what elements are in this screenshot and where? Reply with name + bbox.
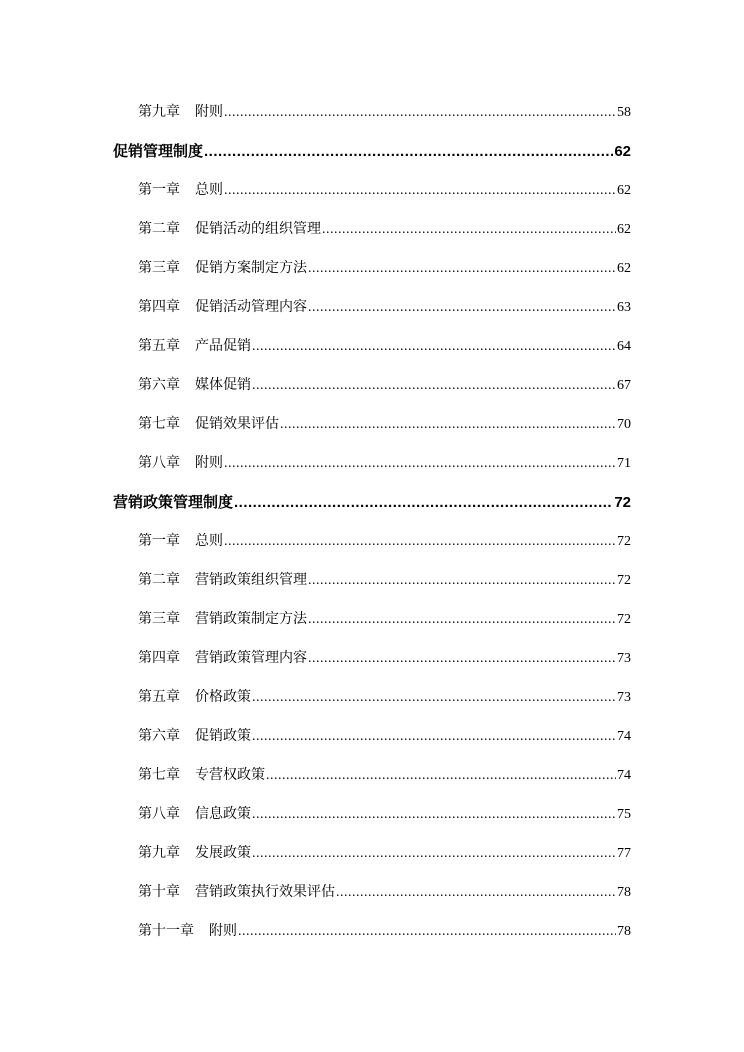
toc-entry-title: 营销政策管理制度 xyxy=(113,493,234,511)
toc-dot-leader xyxy=(238,924,616,940)
toc-chapter-entry[interactable] xyxy=(138,881,631,901)
toc-page-number: 72 xyxy=(617,573,631,588)
toc-chapter-number: 第十章 xyxy=(138,884,180,900)
toc-entry-title: 专营权政策 xyxy=(195,767,265,783)
toc-chapter-number: 第六章 xyxy=(138,377,180,393)
toc-chapter-entry[interactable] xyxy=(138,569,631,589)
toc-page-number: 78 xyxy=(617,924,631,939)
toc-chapter-number: 第四章 xyxy=(138,650,180,666)
toc-page-number: 63 xyxy=(617,300,631,315)
toc-page-number: 62 xyxy=(617,261,631,276)
toc-chapter-number: 第五章 xyxy=(138,338,180,354)
toc-entry-title: 附则 xyxy=(195,104,223,120)
toc-page-number: 71 xyxy=(617,456,631,471)
toc-entry-title: 促销政策 xyxy=(195,728,251,744)
toc-chapter-entry[interactable] xyxy=(138,842,631,862)
toc-page-number: 75 xyxy=(617,807,631,822)
toc-dot-leader xyxy=(252,846,616,862)
toc-chapter-number: 第一章 xyxy=(138,533,180,549)
toc-chapter-number: 第二章 xyxy=(138,572,180,588)
toc-page-number: 70 xyxy=(617,417,631,432)
toc-chapter-entry[interactable] xyxy=(138,218,631,238)
toc-entry-title: 营销政策制定方法 xyxy=(195,611,307,627)
toc-dot-leader xyxy=(252,729,616,745)
toc-page-number: 73 xyxy=(617,690,631,705)
toc-chapter-number: 第八章 xyxy=(138,455,180,471)
toc-entry-title: 信息政策 xyxy=(195,806,251,822)
toc-chapter-number: 第四章 xyxy=(138,299,180,315)
toc-entry-title: 促销方案制定方法 xyxy=(195,260,307,276)
toc-page-number: 58 xyxy=(617,105,631,120)
toc-chapter-number: 第三章 xyxy=(138,260,180,276)
toc-dot-leader xyxy=(308,651,616,667)
toc-section-entry[interactable] xyxy=(113,140,631,161)
toc-chapter-number: 第七章 xyxy=(138,767,180,783)
toc-chapter-entry[interactable] xyxy=(138,413,631,433)
toc-entry-title: 营销政策执行效果评估 xyxy=(195,884,335,900)
toc-chapter-entry[interactable] xyxy=(138,296,631,316)
toc-page-number: 72 xyxy=(617,612,631,627)
toc-chapter-entry[interactable] xyxy=(138,101,631,121)
toc-entry-title: 价格政策 xyxy=(195,689,251,705)
toc-page-number: 62 xyxy=(617,222,631,237)
toc-chapter-entry[interactable] xyxy=(138,686,631,706)
toc-dot-leader xyxy=(224,534,616,550)
toc-entry-title: 总则 xyxy=(195,182,223,198)
toc-chapter-entry[interactable] xyxy=(138,530,631,550)
toc-dot-leader xyxy=(252,690,616,706)
toc-entry-title: 发展政策 xyxy=(195,845,251,861)
toc-chapter-entry[interactable] xyxy=(138,608,631,628)
toc-chapter-number: 第六章 xyxy=(138,728,180,744)
toc-chapter-entry[interactable] xyxy=(138,647,631,667)
toc-dot-leader xyxy=(224,456,616,472)
toc-entry-title: 附则 xyxy=(195,455,223,471)
toc-dot-leader xyxy=(224,105,616,121)
toc-dot-leader xyxy=(252,339,616,355)
toc-chapter-number: 第十一章 xyxy=(138,923,194,939)
toc-page-number: 74 xyxy=(617,768,631,783)
toc-page-number: 72 xyxy=(617,534,631,549)
toc-entry-title: 媒体促销 xyxy=(195,377,251,393)
toc-dot-leader xyxy=(336,885,616,901)
toc-chapter-number: 第一章 xyxy=(138,182,180,198)
toc-chapter-entry[interactable] xyxy=(138,374,631,394)
toc-page-number: 77 xyxy=(617,846,631,861)
toc-section-entry[interactable] xyxy=(113,491,631,512)
toc-dot-leader xyxy=(322,222,616,238)
toc-dot-leader xyxy=(234,494,613,511)
toc-entry-title: 促销管理制度 xyxy=(113,142,204,160)
toc-chapter-number: 第八章 xyxy=(138,806,180,822)
toc-dot-leader xyxy=(224,183,616,199)
toc-page-number: 73 xyxy=(617,651,631,666)
toc-dot-leader xyxy=(308,300,616,316)
toc-chapter-entry[interactable] xyxy=(138,725,631,745)
toc-dot-leader xyxy=(308,612,616,628)
toc-dot-leader xyxy=(252,807,616,823)
toc-chapter-number: 第九章 xyxy=(138,845,180,861)
toc-chapter-number: 第五章 xyxy=(138,689,180,705)
toc-entry-title: 产品促销 xyxy=(195,338,251,354)
toc-chapter-number: 第二章 xyxy=(138,221,180,237)
toc-entry-title: 总则 xyxy=(195,533,223,549)
toc-dot-leader xyxy=(252,378,616,394)
toc-dot-leader xyxy=(204,143,613,160)
toc-chapter-entry[interactable] xyxy=(138,257,631,277)
toc-page-number: 67 xyxy=(617,378,631,393)
toc-page-number: 62 xyxy=(614,143,631,160)
toc-chapter-entry[interactable] xyxy=(138,920,631,940)
toc-chapter-entry[interactable] xyxy=(138,335,631,355)
toc-entry-title: 促销活动的组织管理 xyxy=(195,221,321,237)
toc-entry-title: 营销政策组织管理 xyxy=(195,572,307,588)
toc-entry-title: 促销效果评估 xyxy=(195,416,279,432)
toc-dot-leader xyxy=(266,768,616,784)
toc-chapter-entry[interactable] xyxy=(138,803,631,823)
toc-page-number: 74 xyxy=(617,729,631,744)
toc-page-number: 62 xyxy=(617,183,631,198)
toc-chapter-entry[interactable] xyxy=(138,452,631,472)
toc-chapter-entry[interactable] xyxy=(138,179,631,199)
toc-chapter-number: 第七章 xyxy=(138,416,180,432)
toc-chapter-number: 第九章 xyxy=(138,104,180,120)
toc-chapter-entry[interactable] xyxy=(138,764,631,784)
toc-entry-title: 促销活动管理内容 xyxy=(195,299,307,315)
toc-dot-leader xyxy=(308,573,616,589)
toc-entry-title: 营销政策管理内容 xyxy=(195,650,307,666)
toc-page-number: 72 xyxy=(614,494,631,511)
toc-page-number: 78 xyxy=(617,885,631,900)
toc-chapter-number: 第三章 xyxy=(138,611,180,627)
toc-dot-leader xyxy=(280,417,616,433)
toc-entry-title: 附则 xyxy=(209,923,237,939)
toc-dot-leader xyxy=(308,261,616,277)
toc-page-number: 64 xyxy=(617,339,631,354)
